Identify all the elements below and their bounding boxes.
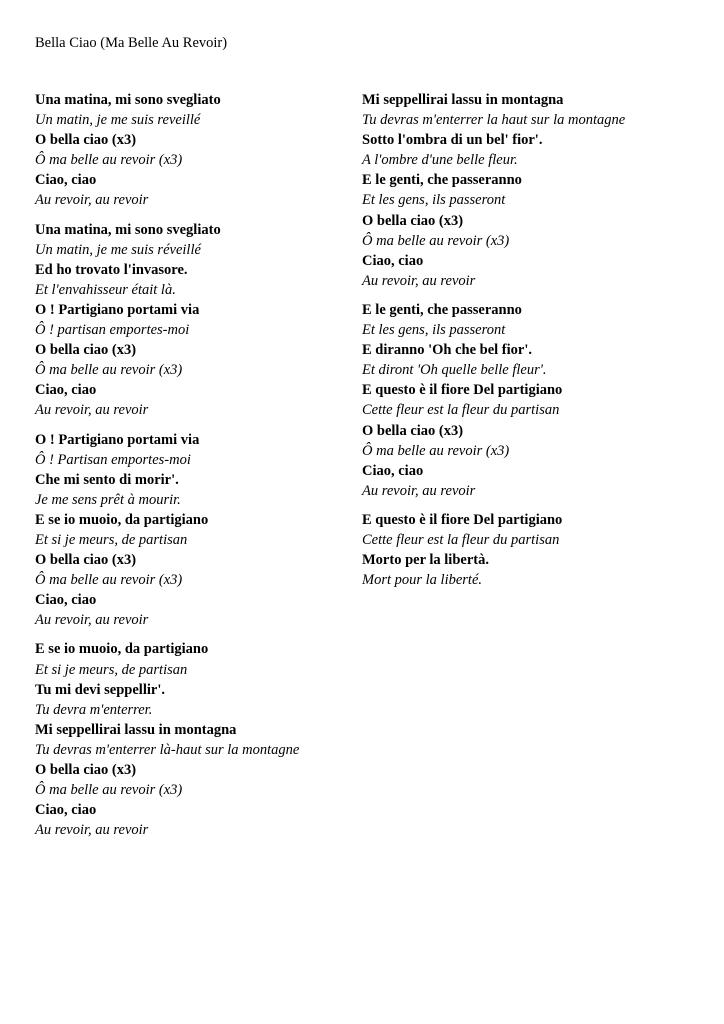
lyric-line-french: Un matin, je me suis réveillé xyxy=(35,241,201,258)
lyric-line-french: Un matin, je me suis reveillé xyxy=(35,112,201,129)
lyric-line-french: Et l'envahisseur était là. xyxy=(35,281,176,298)
lyric-line-french: Et si je meurs, de partisan xyxy=(35,531,188,548)
lyric-line-italian: Ciao, ciao xyxy=(35,382,97,399)
lyric-line-french: Ô ma belle au revoir (x3) xyxy=(35,152,183,169)
lyric-line-french: Tu devra m'enterrer. xyxy=(35,701,153,718)
lyric-line-italian: O bella ciao (x3) xyxy=(35,132,137,149)
lyric-line-italian: O ! Partigiano portami via xyxy=(35,431,200,448)
lyric-line-french: Et si je meurs, de partisan xyxy=(35,661,188,678)
lyric-line-italian: Che mi sento di morir'. xyxy=(35,471,179,488)
lyric-line-french: A l'ombre d'une belle fleur. xyxy=(362,152,518,169)
lyric-line-italian: Mi seppellirai lassu in montagna xyxy=(35,721,237,738)
lyric-line-italian: Una matina, mi sono svegliato xyxy=(35,221,221,238)
lyrics-column-left xyxy=(35,90,335,849)
lyric-line-italian: Tu mi devi seppellir'. xyxy=(35,681,165,698)
lyric-line-french: Ô ma belle au revoir (x3) xyxy=(362,442,510,459)
lyric-line-french: Ô ! partisan emportes-moi xyxy=(35,322,190,339)
lyric-line-italian: O bella ciao (x3) xyxy=(35,342,137,359)
lyric-line-italian: Ciao, ciao xyxy=(35,592,97,609)
lyric-line-french: Au revoir, au revoir xyxy=(35,402,149,419)
stanza xyxy=(362,300,702,501)
lyric-line-italian: E questo è il fiore Del partigiano xyxy=(362,511,563,528)
stanza xyxy=(35,90,335,211)
lyric-line-italian: Ciao, ciao xyxy=(35,172,97,189)
lyrics-column-right xyxy=(362,90,702,599)
lyric-line-italian: Morto per la libertà. xyxy=(362,552,489,569)
lyric-line-french: Et les gens, ils passeront xyxy=(362,322,506,339)
lyric-line-italian: E questo è il fiore Del partigiano xyxy=(362,382,563,399)
lyric-line-italian: O bella ciao (x3) xyxy=(362,212,464,229)
lyric-line-french: Tu devras m'enterrer la haut sur la montagne xyxy=(362,112,626,129)
stanza xyxy=(35,639,335,840)
lyric-line-italian: O bella ciao (x3) xyxy=(362,422,464,439)
lyric-line-french: Ô ! Partisan emportes-moi xyxy=(35,451,191,468)
lyric-line-italian: E se io muoio, da partigiano xyxy=(35,511,209,528)
lyric-line-italian: Ciao, ciao xyxy=(35,802,97,819)
lyric-line-italian: Mi seppellirai lassu in montagna xyxy=(362,92,564,108)
lyric-line-italian: E le genti, che passeranno xyxy=(362,172,522,189)
lyric-line-italian: O bella ciao (x3) xyxy=(35,762,137,778)
lyric-line-french: Au revoir, au revoir xyxy=(35,612,149,629)
lyric-line-italian: O bella ciao (x3) xyxy=(35,552,137,569)
stanza xyxy=(35,220,335,421)
lyric-line-italian: Sotto l'ombra di un bel' fior'. xyxy=(362,132,543,149)
lyric-line-french: Au revoir, au revoir xyxy=(362,272,476,289)
lyric-line-italian: E diranno 'Oh che bel fior'. xyxy=(362,342,532,359)
lyric-line-italian: E se io muoio, da partigiano xyxy=(35,641,209,658)
lyric-line-french: Mort pour la liberté. xyxy=(362,572,483,589)
stanza xyxy=(362,510,702,590)
lyric-line-french: Au revoir, au revoir xyxy=(35,192,149,209)
lyric-line-french: Cette fleur est la fleur du partisan xyxy=(362,531,560,548)
stanza xyxy=(362,90,702,291)
lyric-line-french: Ô ma belle au revoir (x3) xyxy=(35,782,183,799)
lyric-line-french: Tu devras m'enterrer là-haut sur la montagne xyxy=(35,741,300,758)
lyric-line-french: Ô ma belle au revoir (x3) xyxy=(362,232,510,249)
lyric-line-french: Je me sens prêt à mourir. xyxy=(35,491,181,508)
lyric-line-italian: O ! Partigiano portami via xyxy=(35,301,200,318)
lyric-line-french: Ô ma belle au revoir (x3) xyxy=(35,362,183,379)
lyric-line-french: Au revoir, au revoir xyxy=(35,822,149,839)
stanza xyxy=(35,430,335,631)
lyric-line-italian: Ciao, ciao xyxy=(362,462,424,479)
lyric-line-french: Cette fleur est la fleur du partisan xyxy=(362,402,560,419)
lyric-line-french: Et diront 'Oh quelle belle fleur'. xyxy=(362,362,547,379)
lyric-line-french: Et les gens, ils passeront xyxy=(362,192,506,209)
page-title: Bella Ciao (Ma Belle Au Revoir) xyxy=(35,35,228,51)
lyric-line-italian: Ed ho trovato l'invasore. xyxy=(35,261,188,278)
lyric-line-italian: Una matina, mi sono svegliato xyxy=(35,92,221,108)
lyric-line-french: Ô ma belle au revoir (x3) xyxy=(35,572,183,589)
lyric-line-italian: E le genti, che passeranno xyxy=(362,301,522,318)
lyric-line-french: Au revoir, au revoir xyxy=(362,482,476,499)
lyric-line-italian: Ciao, ciao xyxy=(362,252,424,269)
